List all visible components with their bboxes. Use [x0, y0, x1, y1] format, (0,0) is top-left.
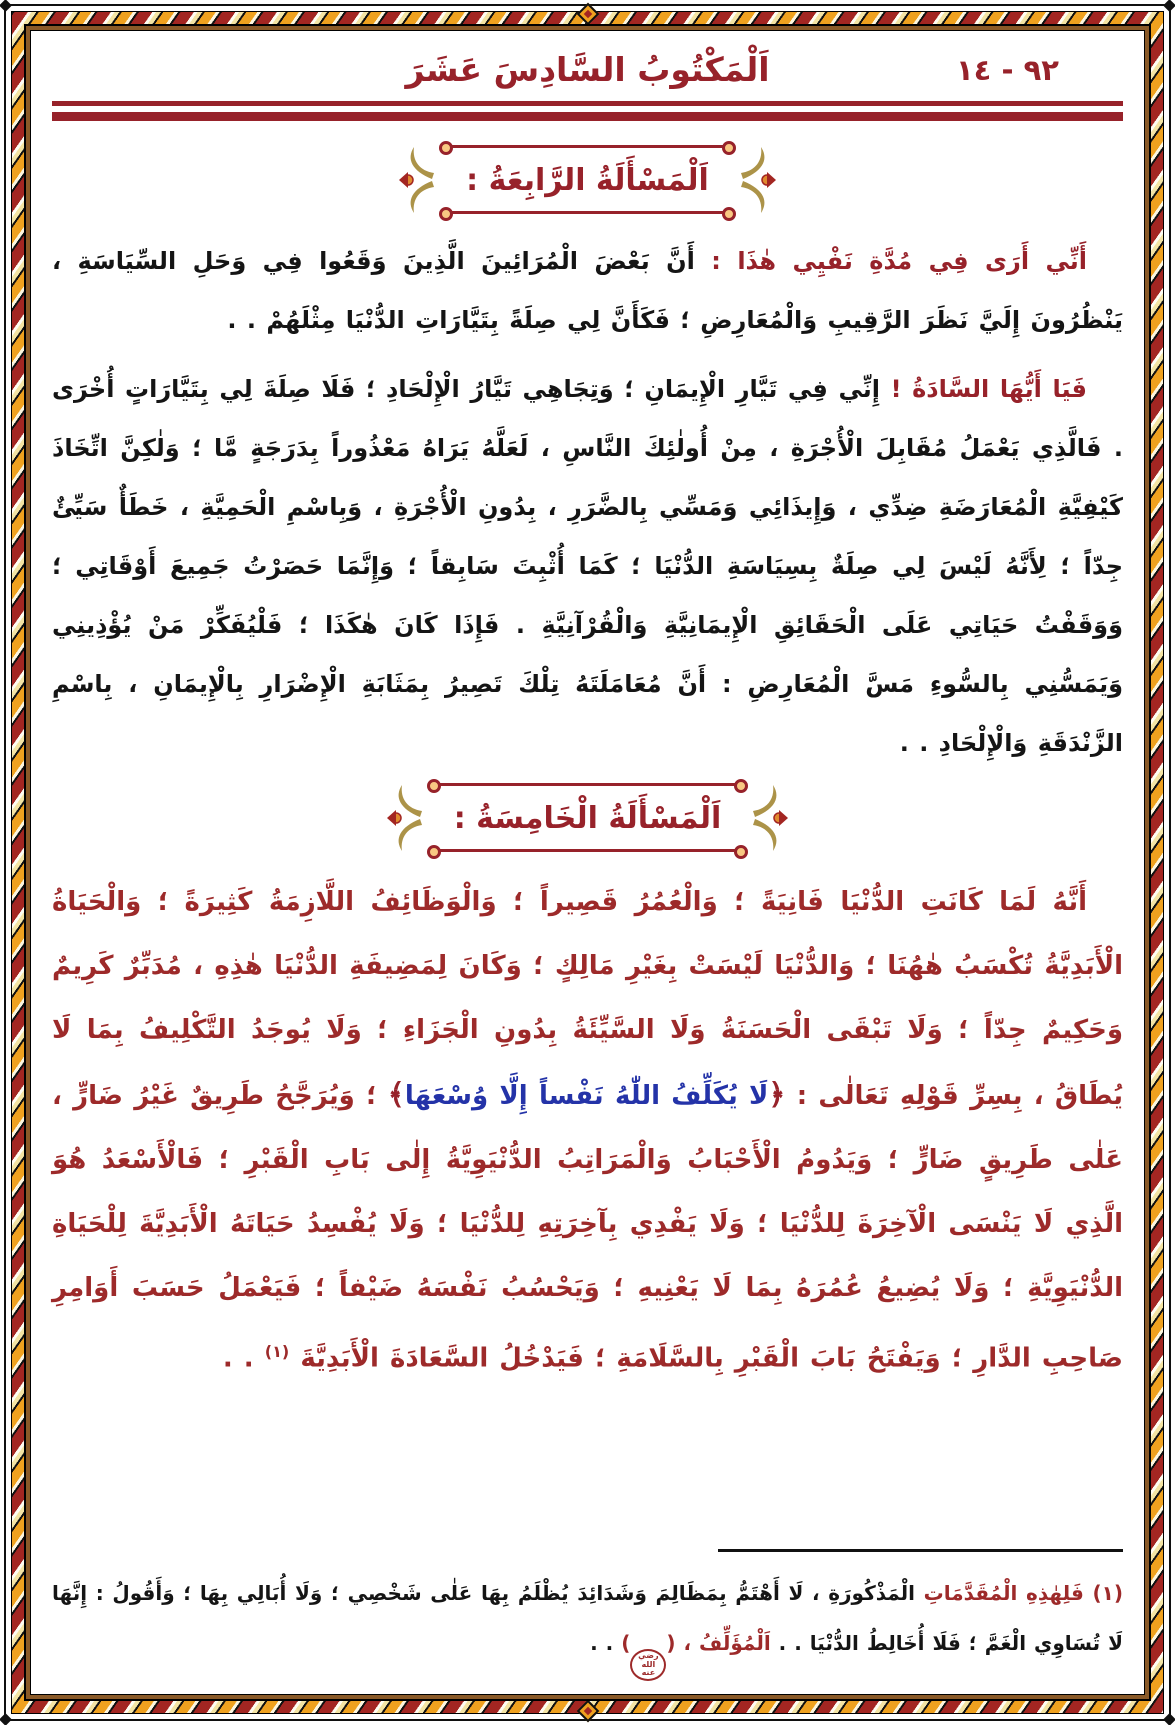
divider-line-thick — [52, 112, 1123, 121]
footnote-author: اَلْمُؤَلِّفُ ، — [675, 1631, 771, 1656]
footnote-lead-red: فَلِهٰذِهِ الْمُقَدَّمَاتِ — [915, 1581, 1093, 1606]
footnote-divider — [718, 1549, 1123, 1552]
paragraph-lead-red: أَنِّي أَرَى فِي مُدَّةِ نَفْيِي هٰذَا : — [694, 247, 1088, 275]
paragraph-body: إِنِّي فِي تَيَّارِ الْإِيمَانِ ؛ وَتِجَاهِي تَيَّارُ الْإِلْحَادِ ؛ فَلَا صِلَةَ لِي بِتَيَّارَاتٍ أُخْرَى . فَالَّذِي يَعْمَلُ مُقَابِلَ الْأُجْرَةِ ، مِنْ أُولٰئِكَ النَّاسِ ، لَعَلَّهُ يَرَاهُ مَعْذُوراً بِدَرَجَةٍ مَّا ؛ وَلٰكِنَّ اتِّخَاذَ كَيْفِيَّةِ الْمُعَارَضَةِ ضِدِّي ، وَإِيذَائِي وَمَسِّي بِالضَّرَرِ ، بِدُونِ الْأُجْرَةِ ، وَبِاسْمِ الْحَمِيَّةِ ، خَطَأٌ سَيِّئٌ جِدّاً ؛ لِأَنَّهُ لَيْسَ لِي صِلَةٌ بِسِيَاسَةِ الدُّنْيَا ؛ كَمَا أُثْبِتَ سَابِقاً ؛ وَإِنَّمَا حَصَرْتُ جَمِيعَ أَوْقَاتِي ؛ وَوَقَفْتُ حَيَاتِي عَلَى الْحَقَائِقِ الْإِيمَانِيَّةِ وَالْقُرْآنِيَّةِ . فَإِذَا كَانَ هٰكَذَا ؛ فَلْيُفَكِّرْ مَنْ يُؤْذِينِي وَيَمَسُّنِي بِالسُّوءِ مَسَّ الْمُعَارِضِ : أَنَّ مُعَامَلَتَهُ تِلْكَ تَصِيرُ بِمَثَابَةِ الْإِضْرَارِ بِالْإِيمَانِ ، بِاسْمِ الزَّنْدَقَةِ وَالْإِلْحَادِ . . — [52, 375, 1123, 757]
paragraph-body: أَنَّ بَعْضَ الْمُرَائِينَ الَّذِينَ وَقَعُوا فِي وَحَلِ السِّيَاسَةِ ، يَنْظُرُونَ إِلَيَّ نَظَرَ الرَّقِيبِ وَالْمُعَارِضِ ؛ فَكَأَنَّ لِي صِلَةً بِتَيَّارَاتِ الدُّنْيَا مِثْلَهُمْ . . — [52, 247, 1123, 334]
divider-line-thin — [52, 101, 1123, 106]
paragraph — [52, 360, 1123, 773]
footnote-tail: . . — [590, 1631, 622, 1656]
author-seal: رضي الله عنه — [630, 1649, 666, 1681]
chapter-title: اَلْمَكْتُوبُ السَّادِسَ عَشَرَ — [405, 50, 770, 89]
scroll-line-top — [450, 145, 725, 148]
header-divider — [52, 101, 1123, 121]
corner-ornament — [1163, 1713, 1175, 1725]
inner-panel — [26, 26, 1149, 1699]
quran-verse: لَا يُكَلِّفُ اللّٰهُ نَفْساً إِلَّا وُسْعَهَا — [404, 1081, 769, 1111]
page-content — [30, 30, 1145, 1695]
footnote — [52, 1568, 1123, 1681]
scroll-line-top — [438, 783, 738, 786]
section-heading-wrap — [52, 145, 1123, 214]
corner-ornament — [1163, 0, 1175, 12]
seal-paren-close: ) — [621, 1631, 631, 1656]
corner-ornament — [0, 1713, 12, 1725]
floral-ornament-left-icon — [398, 143, 438, 217]
floral-ornament-left-icon — [386, 781, 426, 855]
section-heading-wrap — [52, 783, 1123, 852]
footnote-reference: (١) — [264, 1342, 290, 1361]
footnote-area — [52, 1549, 1123, 1681]
page-header — [52, 50, 1123, 89]
floral-ornament-right-icon — [749, 781, 789, 855]
paragraph-body-red: أَنَّهُ لَمَا كَانَتِ الدُّنْيَا فَانِيَةً ؛ وَالْعُمُرُ قَصِيراً ؛ وَالْوَظَائِفُ اللَّازِمَةُ كَثِيرَةً ؛ وَالْحَيَاةُ الْأَبَدِيَّةُ تُكْسَبُ هٰهُنَا ؛ وَالدُّنْيَا لَيْسَتْ بِغَيْرِ مَالِكٍ ؛ وَكَانَ لِمَضِيفَةِ الدُّنْيَا هٰذِهِ ، مُدَبِّرٌ كَرِيمٌ وَحَكِيمٌ جِدّاً ؛ وَلَا تَبْقَى الْحَسَنَةُ وَلَا السَّيِّئَةُ بِدُونِ الْجَزَاءِ ؛ وَلَا يُوجَدُ التَّكْلِيفُ بِمَا لَا يُطَاقُ ، بِسِرِّ قَوْلِهِ تَعَالٰى : — [52, 887, 1123, 1111]
section-heading-text: اَلْمَسْأَلَةُ الْخَامِسَةُ : — [453, 801, 722, 836]
paragraph-body-red: ؛ وَيُرَجَّحُ طَرِيقٌ غَيْرُ ضَارٍّ ، عَلٰى طَرِيقٍ ضَارٍّ ؛ وَيَدُومُ الْأَحْبَابُ وَالْمَرَاتِبُ الدُّنْيَوِيَّةُ إِلٰى بَابِ الْقَبْرِ ؛ فَالْأَسْعَدُ هُوَ الَّذِي لَا يَنْسَى الْآخِرَةَ لِلدُّنْيَا ؛ وَلَا يَفْدِي بِآخِرَتِهِ لِلدُّنْيَا ؛ وَلَا يُفْسِدُ حَيَاتَهُ الْأَبَدِيَّةَ لِلْحَيَاةِ الدُّنْيَوِيَّةِ ؛ وَلَا يُضِيعُ عُمُرَهُ بِمَا لَا يَعْنِيهِ ؛ وَيَحْسُبُ نَفْسَهُ ضَيْفاً ؛ فَيَعْمَلُ حَسَبَ أَوَامِرِ صَاحِبِ الدَّارِ ؛ وَيَفْتَحُ بَابَ الْقَبْرِ بِالسَّلَامَةِ ؛ فَيَدْخُلُ السَّعَادَةَ الْأَبَدِيَّةَ — [52, 1081, 1123, 1374]
seal-paren-open: ( — [666, 1631, 676, 1656]
paragraph — [52, 232, 1123, 350]
verse-bracket-open: ﴿ — [768, 1077, 786, 1111]
scroll-line-bottom — [438, 849, 738, 852]
section-heading-text: اَلْمَسْأَلَةُ الرَّابِعَةُ : — [466, 163, 709, 198]
scroll-line-bottom — [450, 211, 725, 214]
footnote-body: الْمَذْكُورَةِ ، لَا أَهْتَمُّ بِمَظَالِمَ وَشَدَائِدَ يُظْلَمُ بِهَا عَلٰى شَخْصِي ؛ وَلَا أُبَالِي بِهَا ؛ وَأَقُولُ : إِنَّهَا لَا تُسَاوِي الْغَمَّ ؛ فَلَا أُخَالِطُ الدُّنْيَا . . — [52, 1581, 1123, 1656]
page-number: ٩٢ - ١٤ — [955, 52, 1059, 87]
section-heading-fifth — [402, 783, 774, 852]
section-heading-fourth — [414, 145, 761, 214]
floral-ornament-right-icon — [737, 143, 777, 217]
verse-bracket-close: ﴾ — [387, 1077, 405, 1111]
paragraph-tail: . . — [222, 1343, 265, 1374]
paragraph-lead-red: فَيَا أَيُّهَا السَّادَةُ ! — [880, 375, 1088, 403]
paragraph-red — [52, 870, 1123, 1391]
footnote-marker: (١) — [1092, 1581, 1123, 1606]
